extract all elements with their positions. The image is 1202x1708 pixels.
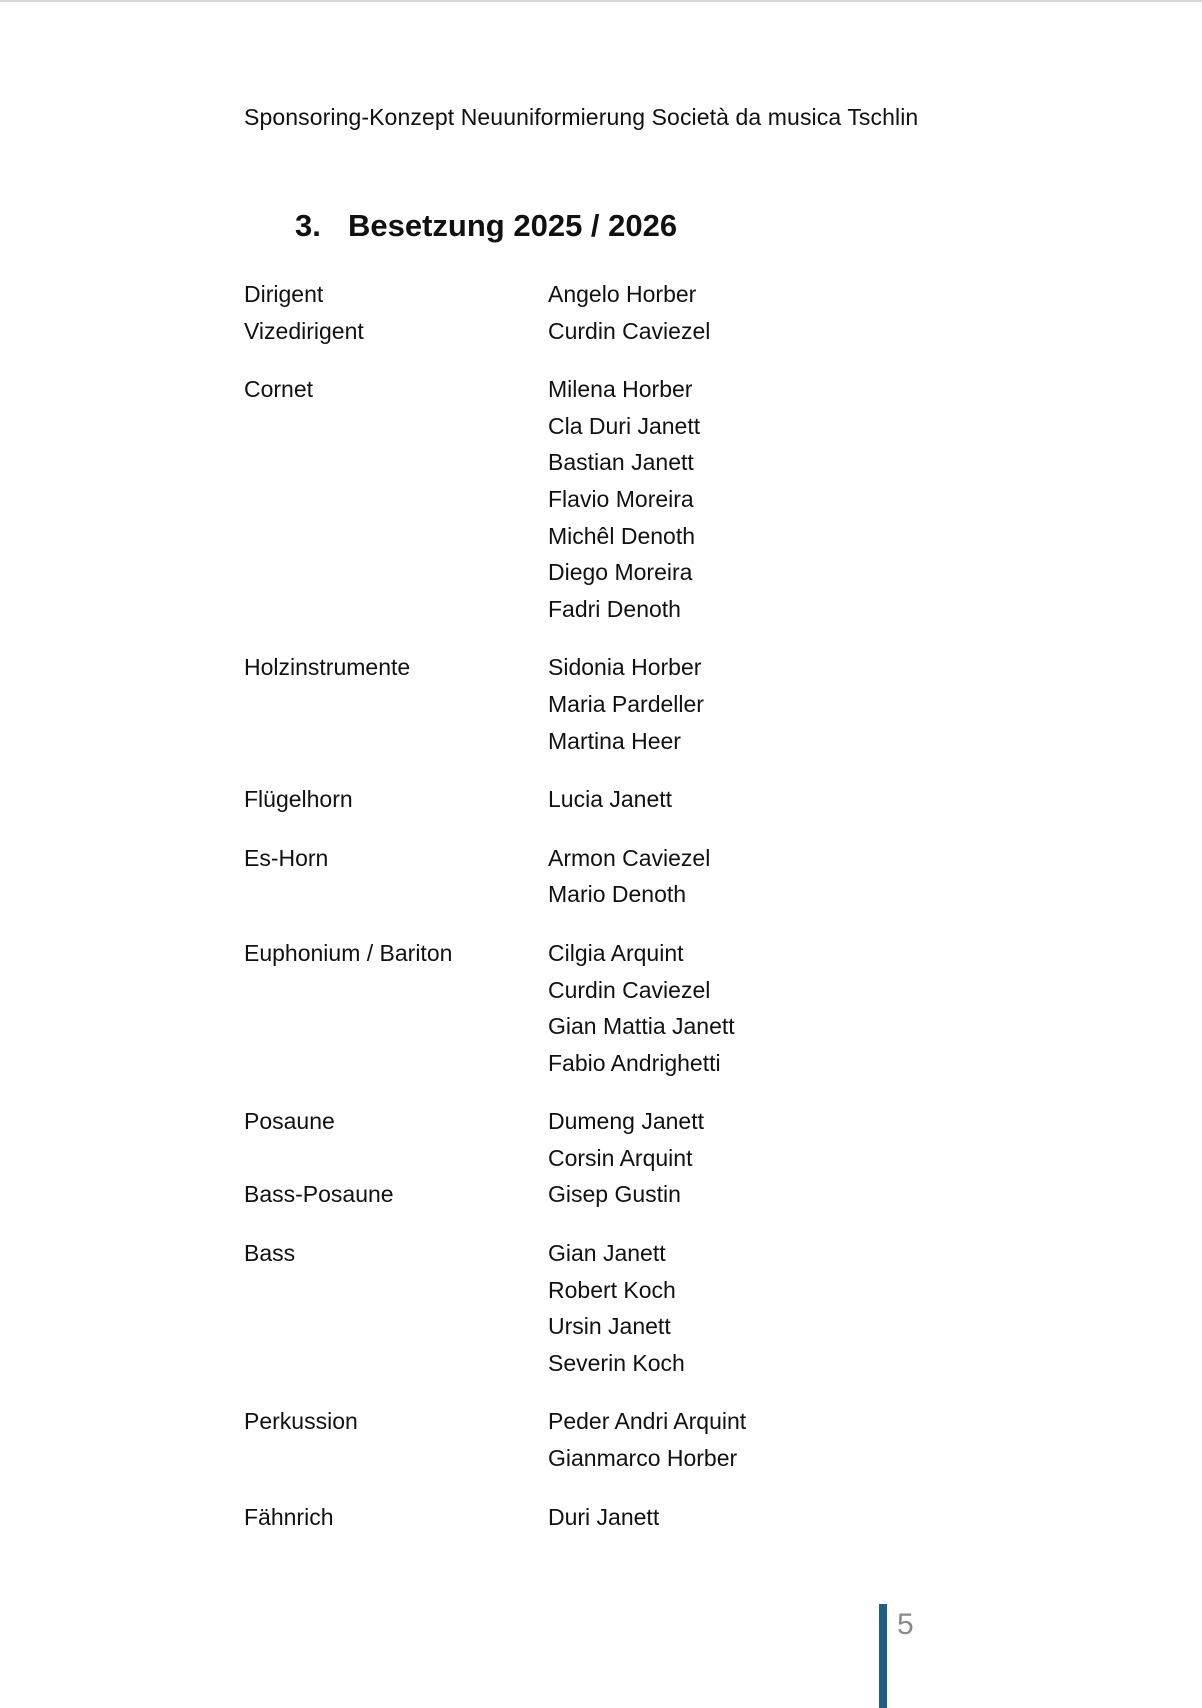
member-list [548,840,710,913]
member-name: Corsin Arquint [548,1144,693,1171]
roster-list [244,276,864,1557]
member-name: Gian Janett [548,1240,666,1267]
member-name: Cla Duri Janett [548,412,701,439]
member-name: Flavio Moreira [548,485,694,512]
member-name: Curdin Caviezel [548,976,711,1003]
roster-group-bass [244,1235,864,1381]
roster-group-euphonium-bariton [244,935,864,1081]
member-name: Diego Moreira [548,559,693,586]
page-number-accent-bar [879,1604,887,1708]
section-number: 3. [295,208,321,243]
roster-group-posaune [244,1103,864,1176]
member-name: Dumeng Janett [548,1108,704,1135]
role-label: Bass [244,1240,296,1267]
member-list [548,1176,681,1213]
member-name: Ursin Janett [548,1313,671,1340]
role-label: Bass-Posaune [244,1181,394,1208]
role-label: Vizedirigent [244,317,364,344]
member-list [548,1499,659,1536]
roster-group-fluegelhorn [244,781,864,818]
section-title: Besetzung 2025 / 2026 [348,208,678,243]
roster-group-dirigent [244,276,864,313]
member-list [548,1235,685,1381]
role-label: Perkussion [244,1408,358,1435]
role-label: Cornet [244,376,314,403]
role-label: Fähnrich [244,1503,334,1530]
member-name: Severin Koch [548,1349,685,1376]
member-name: Bastian Janett [548,449,694,476]
member-list [548,371,700,627]
roster-group-bass-posaune [244,1176,864,1213]
member-name: Armon Caviezel [548,844,711,871]
member-name: Michêl Denoth [548,522,696,549]
role-label: Euphonium / Bariton [244,939,453,966]
member-name: Robert Koch [548,1276,676,1303]
member-name: Peder Andri Arquint [548,1408,747,1435]
member-name: Gian Mattia Janett [548,1013,735,1040]
page-top-border [0,0,1202,2]
roster-group-holzinstrumente [244,649,864,759]
role-label: Dirigent [244,281,324,307]
member-name: Martina Heer [548,727,681,754]
roster-group-vizedirigent [244,313,864,350]
member-name: Angelo Horber [548,281,697,307]
member-name: Gianmarco Horber [548,1445,738,1472]
member-name: Curdin Caviezel [548,317,711,344]
page-number: 5 [897,1608,914,1641]
member-name: Cilgia Arquint [548,939,684,966]
member-name: Maria Pardeller [548,690,704,717]
role-label: Es-Horn [244,844,329,871]
member-list [548,1403,746,1476]
running-header: Sponsoring-Konzept Neuuniformierung Società da musica Tschlin [244,104,919,130]
roster-group-faehnrich [244,1499,864,1536]
member-list [548,781,672,818]
member-list [548,313,710,350]
roster-group-perkussion [244,1403,864,1476]
role-label: Flügelhorn [244,786,353,813]
member-name: Fabio Andrighetti [548,1049,721,1076]
section-heading [295,208,677,244]
member-name: Milena Horber [548,376,693,403]
member-list [548,276,696,313]
member-name: Duri Janett [548,1503,660,1530]
member-name: Mario Denoth [548,881,687,908]
member-name: Lucia Janett [548,786,673,813]
role-label: Holzinstrumente [244,654,411,681]
member-name: Sidonia Horber [548,654,702,681]
role-label: Posaune [244,1108,335,1135]
member-name: Gisep Gustin [548,1181,681,1208]
member-list [548,935,735,1081]
member-name: Fadri Denoth [548,595,681,622]
roster-group-cornet [244,371,864,627]
member-list [548,1103,704,1176]
roster-group-es-horn [244,840,864,913]
member-list [548,649,704,759]
